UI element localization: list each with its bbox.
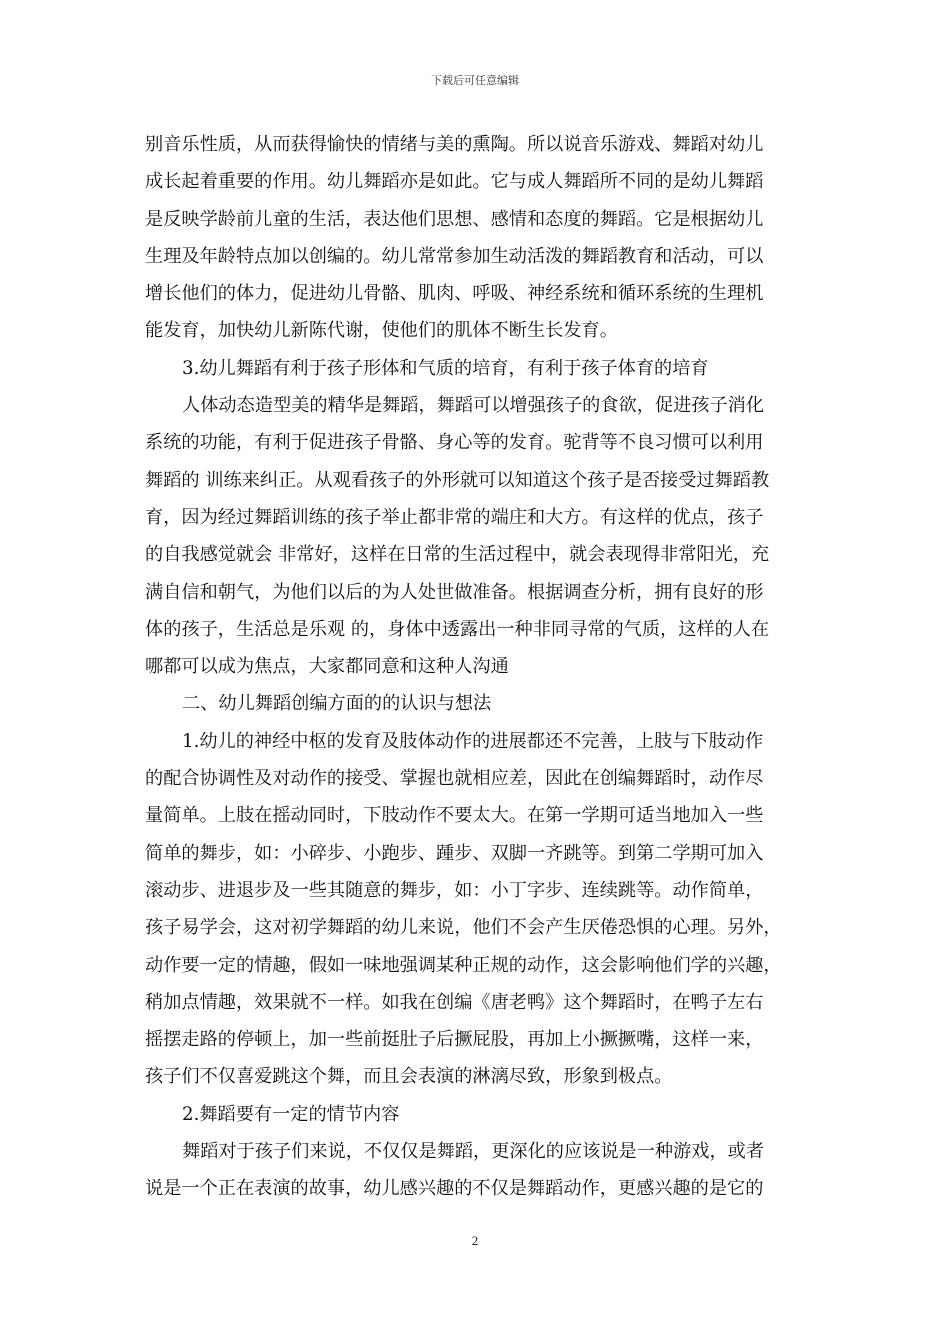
text-line: 摇摆走路的停顿上，加一些前挺肚子后撅屁股，再加上小撅撅嘴，这样一来，: [145, 1029, 764, 1051]
text-line: 动作要一定的情趣，假如一味地强调某种正规的动作，这会影响他们学的兴趣，: [145, 954, 782, 976]
text-line: 别音乐性质，从而获得愉快的情绪与美的熏陶。所以说音乐游戏、舞蹈对幼儿: [145, 134, 764, 155]
text-line: 成长起着重要的作用。幼儿舞蹈亦是如此。它与成人舞蹈所不同的是幼儿舞蹈: [145, 171, 764, 193]
text-line: 育，因为经过舞蹈训练的孩子举止都非常的端庄和大方。有这样的优点，孩子: [145, 506, 764, 528]
text-line: 说是一个正在表演的故事，幼儿感兴趣的不仅是舞蹈动作，更感兴趣的是它的: [145, 1178, 764, 1200]
text-line: 人体动态造型美的精华是舞蹈，舞蹈可以增强孩子的食欲，促进孩子消化: [182, 395, 765, 417]
text-line: 量简单。上肢在摇动同时，下肢动作不要太大。在第一学期可适当地加入一些: [145, 805, 764, 827]
text-line: 系统的功能，有利于促进孩子骨骼、身心等的发育。驼背等不良习惯可以利用: [145, 432, 764, 454]
text-line: 舞蹈对于孩子们来说，不仅仅是舞蹈，更深化的应该说是一种游戏，或者: [182, 1141, 765, 1163]
page-header: 下载后可任意编辑: [431, 74, 519, 87]
text-line: 能发育，加快幼儿新陈代谢，使他们的肌体不断生长发育。: [145, 320, 618, 342]
text-line: 的配合协调性及对动作的接受、掌握也就相应差，因此在创编舞蹈时，动作尽: [145, 768, 764, 790]
section-heading: 2.舞蹈要有一定的情节内容: [182, 1103, 400, 1125]
text-line: 增长他们的体力，促进幼儿骨骼、肌肉、呼吸、神经系统和循环系统的生理机: [145, 283, 764, 305]
text-line: 滚动步、进退步及一些其随意的舞步，如：小丁字步、连续跳等。动作简单，: [145, 879, 764, 901]
section-heading: 二、幼儿舞蹈创编方面的的认识与想法: [182, 693, 492, 715]
text-line: 体的孩子，生活总是乐观 的，身体中透露出一种非同寻常的气质，这样的人在: [145, 618, 770, 640]
page-number: 2: [471, 1233, 479, 1248]
text-line: 生理及年龄特点加以创编的。幼儿常常参加生动活泼的舞蹈教育和活动，可以: [145, 245, 764, 267]
text-line: 舞蹈的 训练来纠正。从观看孩子的外形就可以知道这个孩子是否接受过舞蹈教: [145, 469, 770, 491]
text-line: 哪都可以成为焦点，大家都同意和这种人沟通: [145, 656, 509, 678]
section-heading: 3.幼儿舞蹈有利于孩子形体和气质的培育，有利于孩子体育的培育: [182, 357, 709, 379]
text-line: 简单的舞步，如：小碎步、小跑步、踵步、双脚一齐跳等。到第二学期可加入: [145, 842, 764, 864]
text-line: 孩子们不仅喜爱跳这个舞，而且会表演的淋漓尽致，形象到极点。: [145, 1066, 673, 1088]
text-line: 是反映学龄前儿童的生活，表达他们思想、感情和态度的舞蹈。它是根据幼儿: [145, 208, 764, 230]
text-line: 的自我感觉就会 非常好，这样在日常的生活过程中，就会表现得非常阳光，充: [145, 544, 770, 566]
text-line: 稍加点情趣，效果就不一样。如我在创编《唐老鸭》这个舞蹈时，在鸭子左右: [145, 991, 764, 1013]
text-line: 孩子易学会，这对初学舞蹈的幼儿来说，他们不会产生厌倦恐惧的心理。另外，: [145, 917, 782, 939]
text-line: 1.幼儿的神经中枢的发育及肢体动作的进展都还不完善，上肢与下肢动作: [182, 730, 764, 752]
document-body: [145, 126, 810, 1208]
text-line: 满自信和朝气，为他们以后的为人处世做准备。根据调查分析，拥有良好的形: [145, 581, 764, 603]
